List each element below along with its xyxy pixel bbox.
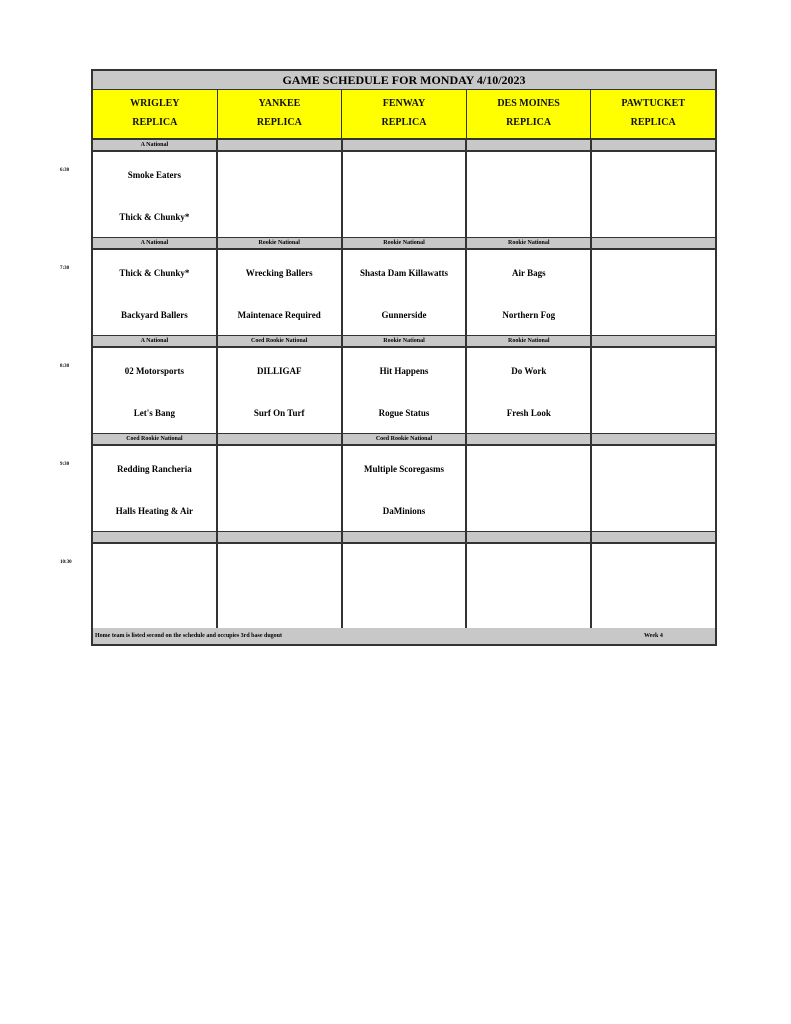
game-cell [218,250,343,335]
division-label [343,532,468,542]
division-row [93,434,715,446]
home-team-note: Home team is listed second on the schedule and occupies 3rd base dugout [95,633,283,639]
time-label: 9:30 [60,462,70,467]
away-team: Thick & Chunky* [119,268,190,278]
week-label: Week 4 [644,633,663,639]
division-label [592,140,715,150]
division-label [93,532,218,542]
field-subtitle: REPLICA [630,117,676,128]
division-label [467,140,592,150]
game-cell [592,152,715,237]
field-header-pawtucket [591,90,715,138]
division-label: A National [93,140,218,150]
field-subtitle: REPLICA [256,117,302,128]
division-label [218,140,343,150]
field-header-des-moines [467,90,592,138]
field-header-row [93,90,715,140]
division-label: A National [93,336,218,346]
division-label: Rookie National [218,238,343,248]
game-cell [93,446,218,531]
field-name: FENWAY [382,98,426,109]
game-row [93,152,715,239]
division-label [218,434,343,444]
game-row [93,544,715,631]
game-cell [343,250,468,335]
schedule-title: GAME SCHEDULE FOR MONDAY 4/10/2023 [93,71,715,90]
game-cell [343,446,468,531]
division-label [467,532,592,542]
division-label: Coed Rookie National [218,336,343,346]
away-team: Multiple Scoregasms [363,464,445,474]
division-row [93,532,715,544]
home-team: Fresh Look [506,408,551,418]
division-label [592,238,715,248]
home-team: Surf On Turf [253,408,305,418]
field-header-wrigley [93,90,218,138]
home-team: Thick & Chunky* [119,212,190,222]
division-row [93,140,715,152]
division-label: Coed Rookie National [93,434,218,444]
away-team: DILLIGAF [256,366,302,376]
game-cell [467,152,592,237]
home-team: Northern Fog [502,310,556,320]
footer-row [93,628,715,644]
division-label: Rookie National [467,238,592,248]
home-team: Maintenace Required [237,310,321,320]
game-cell [343,544,468,629]
field-header-yankee [218,90,343,138]
field-header-fenway [342,90,467,138]
time-label: 7:30 [60,266,70,271]
game-cell [218,348,343,433]
field-subtitle: REPLICA [506,117,552,128]
division-label [467,434,592,444]
game-cell [218,446,343,531]
home-team: DaMinions [382,506,426,516]
game-row [93,446,715,533]
home-team: Halls Heating & Air [115,506,194,516]
division-label [218,532,343,542]
game-cell [592,544,715,629]
game-cell [343,152,468,237]
time-label: 6:30 [60,168,70,173]
division-label: Coed Rookie National [343,434,468,444]
division-row [93,238,715,250]
schedule-table [91,69,717,646]
home-team: Rogue Status [378,408,430,418]
division-label [343,140,468,150]
field-name: WRIGLEY [130,98,180,109]
away-team: Shasta Dam Killawatts [359,268,448,278]
division-label: A National [93,238,218,248]
away-team: Hit Happens [379,366,429,376]
division-label: Rookie National [343,336,468,346]
home-team: Backyard Ballers [121,310,188,320]
field-name: PAWTUCKET [621,98,686,109]
field-subtitle: REPLICA [132,117,178,128]
game-cell [467,446,592,531]
game-cell [592,348,715,433]
game-cell [93,544,218,629]
field-name: YANKEE [258,98,301,109]
away-team: Do Work [511,366,547,376]
time-label: 10:30 [60,560,72,565]
game-row [93,348,715,435]
game-cell [343,348,468,433]
game-cell [592,250,715,335]
division-row [93,336,715,348]
game-cell [218,544,343,629]
away-team: 02 Motorsports [124,366,185,376]
division-label [592,532,715,542]
time-label: 8:30 [60,364,70,369]
away-team: Air Bags [511,268,546,278]
away-team: Smoke Eaters [127,170,182,180]
game-cell [93,348,218,433]
game-cell [467,544,592,629]
game-cell [467,348,592,433]
game-row [93,250,715,337]
division-label: Rookie National [343,238,468,248]
game-cell [592,446,715,531]
game-cell [93,250,218,335]
division-label: Rookie National [467,336,592,346]
away-team: Redding Rancheria [117,464,192,474]
game-cell [218,152,343,237]
division-label [592,336,715,346]
home-team: Let's Bang [133,408,176,418]
field-name: DES MOINES [497,98,560,109]
game-cell [467,250,592,335]
division-label [592,434,715,444]
away-team: Wrecking Ballers [245,268,313,278]
home-team: Gunnerside [381,310,427,320]
field-subtitle: REPLICA [381,117,427,128]
game-cell [93,152,218,237]
